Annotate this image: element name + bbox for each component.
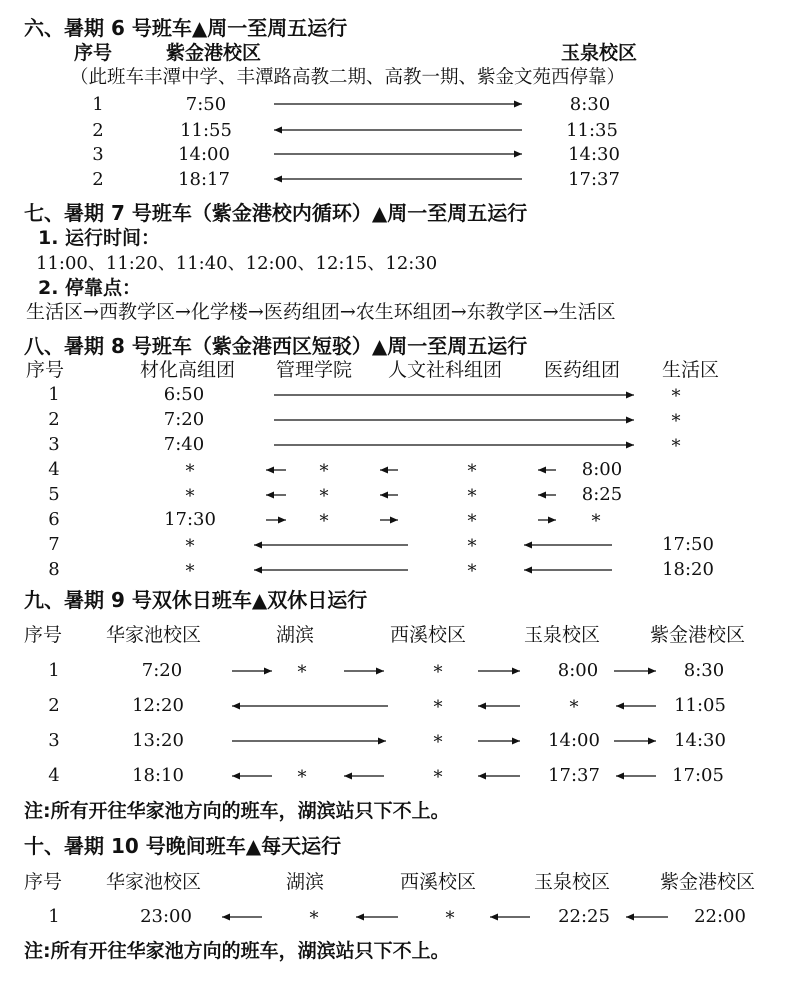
s8-cell: * [467,561,477,582]
s9-cell: 11:05 [674,695,726,716]
arrow-right-icon [538,517,556,524]
arrow-right-icon [380,517,398,524]
arrow-right-icon [478,668,520,675]
s9-cell: * [433,697,443,718]
s8-cell: * [319,511,329,532]
s10-header-huajiachi: 华家池校区 [106,871,202,893]
s9-header-hubin: 湖滨 [276,624,315,646]
arrow-left-icon [380,467,398,474]
s6-row-no: 2 [92,169,104,190]
s8-cell: * [467,536,477,557]
s10-cell: * [445,908,455,929]
s10-note: 注:所有开往华家池方向的班车，湖滨站只下不上。 [24,940,450,962]
section7-title: 七、暑期 7 号班车（紫金港校内循环）▲周一至周五运行 [24,201,528,225]
stop-name: 生活区 [26,301,84,323]
s10-header-no: 序号 [24,871,63,893]
s9-cell: 8:30 [683,660,725,681]
arrow-left-icon [274,176,522,183]
route-arrow-icon: → [339,301,356,323]
s8-header-guanli: 管理学院 [276,359,353,381]
s8-cell: 17:30 [164,509,216,530]
s9-cell: 17:05 [672,765,724,786]
arrow-left-icon [490,914,530,921]
arrow-right-icon [274,417,634,424]
s9-row-no: 2 [48,695,60,716]
s6-note: （此班车丰潭中学、丰潭路高教二期、高教一期、紫金文苑西停靠） [70,67,626,88]
s8-cell: * [467,511,477,532]
arrow-right-icon [274,101,522,108]
s8-cell: * [591,511,601,532]
stop-name: 医药组团 [263,301,340,323]
s10-header-yuquan: 玉泉校区 [534,871,611,893]
s9-cell: 14:00 [548,730,600,751]
s9-header-huajiachi: 华家池校区 [106,624,202,646]
stop-name: 西教学区 [98,301,175,323]
s8-header-renwen: 人文社科组团 [388,359,503,381]
arrow-left-icon [626,914,668,921]
s8-cell: 18:20 [662,559,714,580]
s8-row-no: 4 [48,459,60,480]
s9-cell: 12:20 [132,695,184,716]
stop-name: 农生环组团 [355,301,451,323]
s8-row-no: 5 [48,484,60,505]
arrow-left-icon [232,773,272,780]
arrow-left-icon [478,773,520,780]
s8-cell: 8:00 [581,459,623,480]
s9-header-no: 序号 [24,624,63,646]
s6-row-zijingang-time: 14:00 [178,144,230,165]
arrow-left-icon [254,542,408,549]
arrow-left-icon [266,492,286,499]
stop-name: 东教学区 [466,301,543,323]
s9-cell: 7:20 [141,660,183,681]
s6-row-no: 1 [92,94,104,115]
s8-header-yiyao: 医药组团 [544,359,621,381]
arrow-left-icon [222,914,262,921]
stop-name: 生活区 [558,301,616,323]
arrow-right-icon [274,392,634,399]
s8-header-caihuagao: 材化高组团 [140,359,236,381]
arrow-right-icon [274,442,634,449]
s9-cell: * [433,732,443,753]
s9-header-yuquan: 玉泉校区 [524,624,601,646]
section9-title: 九、暑期 9 号双休日班车▲双休日运行 [24,588,368,612]
s9-row-no: 3 [48,730,60,751]
arrow-left-icon [380,492,398,499]
s8-cell: * [185,461,195,482]
s10-header-hubin: 湖滨 [286,871,325,893]
arrow-right-icon [232,668,272,675]
route-arrow-icon: → [174,301,191,323]
s6-row-yuquan-time: 14:30 [568,144,620,165]
s9-cell: 17:37 [548,765,600,786]
s9-note: 注:所有开往华家池方向的班车，湖滨站只下不上。 [24,800,450,822]
arrow-left-icon [524,542,612,549]
s8-row-no: 7 [48,534,60,555]
s7-stop-route [26,303,616,322]
s6-row-yuquan-time: 8:30 [569,94,611,115]
s9-row-no: 1 [48,660,60,681]
s6-row-zijingang-time: 18:17 [178,169,230,190]
s9-cell: * [433,767,443,788]
s8-cell: * [185,486,195,507]
arrow-right-icon [614,738,656,745]
s10-cell: * [309,908,319,929]
s9-cell: * [433,662,443,683]
s8-cell: 7:40 [163,434,205,455]
arrow-right-icon [344,668,384,675]
s9-header-zijingang: 紫金港校区 [650,624,746,646]
s8-row-no: 1 [48,384,60,405]
s8-row-no: 2 [48,409,60,430]
s8-cell: * [185,536,195,557]
arrow-left-icon [478,703,520,710]
s9-cell: 18:10 [132,765,184,786]
s9-cell: 8:00 [557,660,599,681]
s10-header-xixi: 西溪校区 [400,871,477,893]
s6-header-yuquan: 玉泉校区 [561,42,638,64]
s8-star: * [671,411,681,432]
s10-row-no: 1 [48,906,60,927]
s8-row-no: 6 [48,509,60,530]
arrow-left-icon [538,492,556,499]
s8-cell: 17:50 [662,534,714,555]
s8-cell: 6:50 [163,384,205,405]
s7-sub-runtime: 1. 运行时间： [38,227,161,249]
arrow-left-icon [356,914,398,921]
arrow-left-icon [232,703,388,710]
s6-row-no: 2 [92,120,104,141]
route-arrow-icon: → [83,301,99,323]
s8-header-shenghuo: 生活区 [662,359,720,381]
arrow-right-icon [614,668,656,675]
s9-cell: 14:30 [674,730,726,751]
arrow-left-icon [344,773,384,780]
arrow-left-icon [616,773,656,780]
arrow-right-icon [478,738,520,745]
s6-row-no: 3 [92,144,104,165]
s8-cell: * [319,461,329,482]
s9-header-xixi: 西溪校区 [390,624,467,646]
arrow-left-icon [524,567,612,574]
s7-sub-stops: 2. 停靠点： [38,277,142,299]
s9-cell: * [569,697,579,718]
s8-row-no: 3 [48,434,60,455]
arrow-right-icon [266,517,286,524]
arrow-left-icon [254,567,408,574]
s9-cell: 13:20 [132,730,184,751]
arrow-left-icon [266,467,286,474]
s8-row-no: 8 [48,559,60,580]
route-arrow-icon: → [450,301,467,323]
s8-cell: * [467,461,477,482]
section6-title: 六、暑期 6 号班车▲周一至周五运行 [24,16,348,40]
route-arrow-icon: → [247,301,264,323]
s9-row-no: 4 [48,765,60,786]
section8-title: 八、暑期 8 号班车（紫金港西区短驳）▲周一至周五运行 [24,334,528,358]
s8-header-no: 序号 [26,359,65,381]
arrow-right-icon [232,738,386,745]
s9-cell: * [297,662,307,683]
s8-cell: * [319,486,329,507]
s8-star: * [671,386,681,407]
s6-header-zijingang: 紫金港校区 [166,42,262,64]
arrow-left-icon [538,467,556,474]
s8-star: * [671,436,681,457]
stop-name: 化学楼 [190,301,248,323]
s6-header-no: 序号 [74,42,113,64]
s6-row-yuquan-time: 17:37 [568,169,620,190]
arrow-left-icon [616,703,656,710]
s10-cell: 22:00 [694,906,746,927]
s10-cell: 22:25 [558,906,610,927]
route-arrow-icon: → [542,301,559,323]
section10-title: 十、暑期 10 号晚间班车▲每天运行 [24,834,342,858]
s6-row-zijingang-time: 11:55 [180,120,232,141]
s8-cell: * [467,486,477,507]
s10-cell: 23:00 [140,906,192,927]
s6-row-zijingang-time: 7:50 [185,94,227,115]
s8-cell: * [185,561,195,582]
arrow-left-icon [274,127,522,134]
s10-header-zijingang: 紫金港校区 [660,871,756,893]
s8-cell: 7:20 [163,409,205,430]
s9-cell: * [297,767,307,788]
arrow-right-icon [274,151,522,158]
s7-run-times: 11:00、11:20、11:40、12:00、12:15、12:30 [36,253,438,274]
s8-cell: 8:25 [581,484,623,505]
s6-row-yuquan-time: 11:35 [566,120,618,141]
